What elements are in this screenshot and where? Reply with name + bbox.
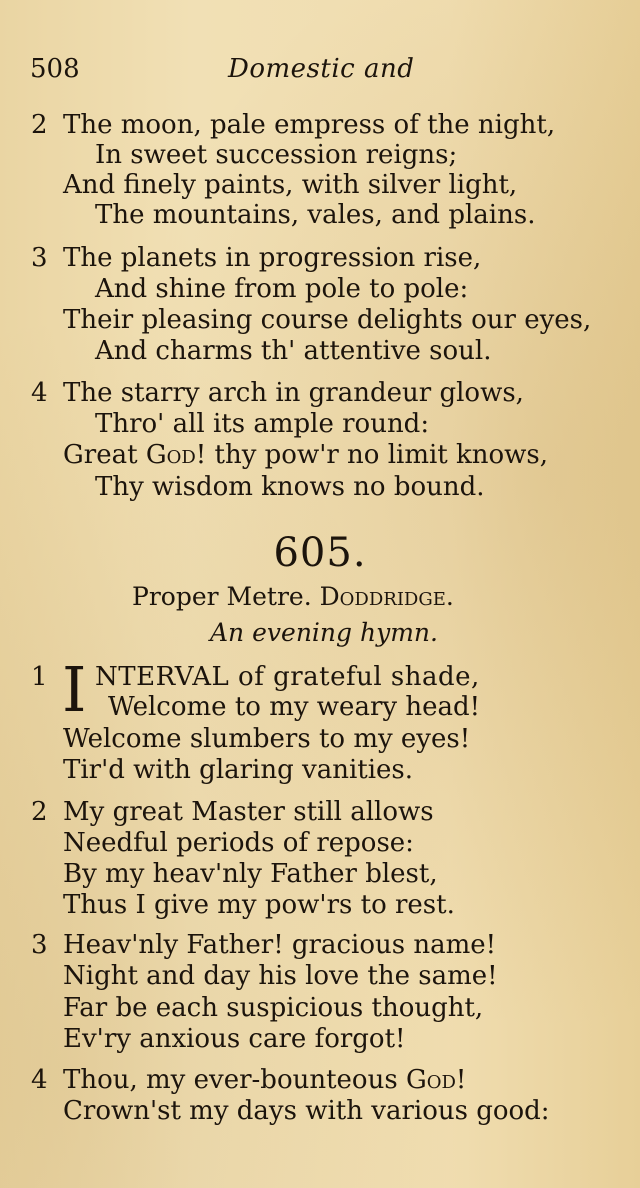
verse-line: Thou, my ever-bounteous God! [63, 1065, 467, 1095]
verse-line: Night and day his love the same! [63, 961, 498, 991]
verse-line: Heav'nly Father! gracious name! [63, 930, 497, 960]
stanza-number: 4 [31, 378, 48, 408]
verse-line: My great Master still allows [63, 797, 434, 827]
verse-line: By my heav'nly Father blest, [63, 859, 438, 889]
meter-line [132, 582, 454, 611]
verse-line: And charms th' attentive soul. [95, 336, 492, 366]
verse-line: The moon, pale empress of the night, [63, 110, 556, 140]
stanza-number: 4 [31, 1065, 48, 1095]
verse-line: The planets in progression rise, [63, 243, 482, 273]
section-title: Domestic and [228, 54, 415, 84]
verse-line: Thro' all its ample round: [95, 409, 430, 439]
stanza-number: 2 [31, 797, 48, 827]
stanza-number: 3 [31, 930, 48, 960]
verse-line: Welcome slumbers to my eyes! [63, 724, 471, 754]
meter: Proper Metre. [132, 582, 312, 611]
small-caps-word: God [145, 440, 196, 470]
page-number: 508 [30, 54, 80, 84]
verse-line: Needful periods of repose: [63, 828, 414, 858]
verse-line: Tir'd with glaring vanities. [63, 755, 414, 785]
small-caps-word: God [405, 1065, 456, 1095]
running-head [30, 54, 590, 94]
author: Doddridge. [319, 582, 454, 611]
verse-line: Thus I give my pow'rs to rest. [63, 890, 455, 920]
stanza-number: 3 [31, 243, 48, 273]
hymn-subtitle: An evening hymn. [210, 618, 438, 647]
verse-line: And finely paints, with silver light, [63, 170, 518, 200]
stanza-number: 1 [31, 662, 48, 692]
stanza-number: 2 [31, 110, 48, 140]
verse-line: Great God! thy pow'r no limit knows, [63, 440, 549, 470]
verse-line: Thy wisdom knows no bound. [95, 472, 485, 502]
verse-line: The mountains, vales, and plains. [95, 200, 536, 230]
verse-line: Their pleasing course delights our eyes, [63, 305, 592, 335]
drop-cap: I [62, 653, 87, 726]
verse-line: Crown'st my days with various good: [63, 1096, 550, 1126]
verse-line: NTERVAL of grateful shade, [95, 662, 480, 692]
verse-line: The starry arch in grandeur glows, [63, 378, 524, 408]
verse-line: Far be each suspicious thought, [63, 993, 484, 1023]
hymn-number: 605. [273, 530, 367, 576]
verse-line: Ev'ry anxious care forgot! [63, 1024, 406, 1054]
verse-line: In sweet succession reigns; [95, 140, 458, 170]
verse-line: And shine from pole to pole: [95, 274, 469, 304]
verse-line: Welcome to my weary head! [108, 692, 481, 722]
